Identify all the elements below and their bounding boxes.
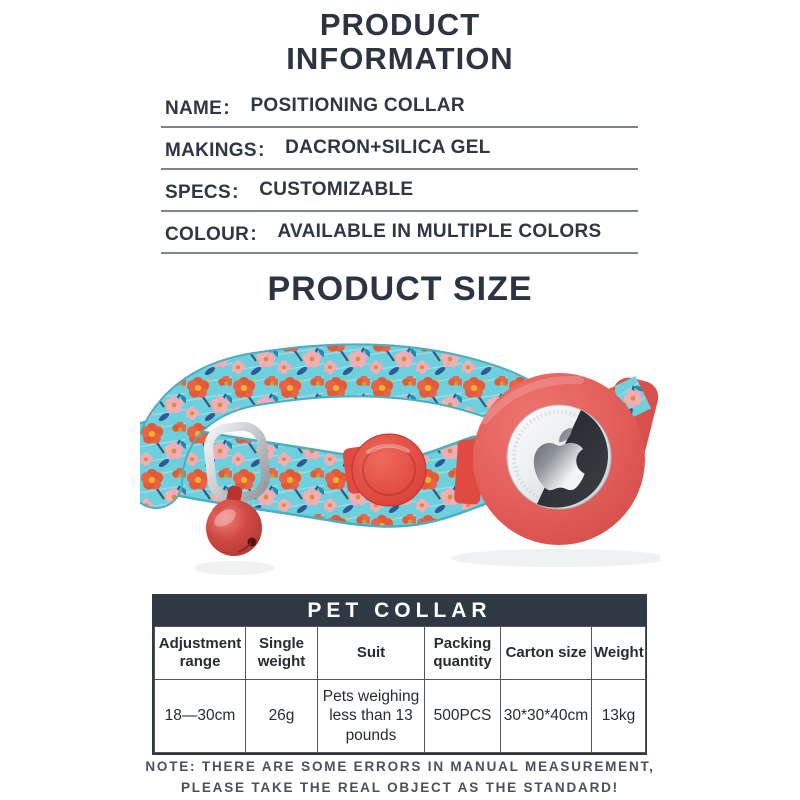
measurement-note-line2: PLEASE TAKE THE REAL OBJECT AS THE STANDARD! bbox=[181, 780, 619, 795]
col-adjustment-range: Adjustment range bbox=[155, 627, 246, 680]
info-value-name: POSITIONING COLLAR bbox=[250, 95, 465, 116]
cell-packing-quantity: 500PCS bbox=[425, 680, 501, 753]
product-info-list bbox=[161, 86, 638, 254]
info-label-colour: COLOUR： bbox=[165, 223, 269, 245]
page-title-line2: INFORMATION bbox=[286, 41, 514, 76]
info-label-specs: SPECS： bbox=[165, 181, 251, 203]
cell-carton-size: 30*30*40cm bbox=[501, 680, 592, 753]
info-label-makings: MAKINGS： bbox=[165, 139, 277, 161]
info-row-name bbox=[161, 86, 638, 128]
product-shadow bbox=[194, 549, 660, 575]
measurement-note bbox=[0, 756, 800, 798]
info-row-specs bbox=[161, 170, 638, 212]
col-suit: Suit bbox=[318, 627, 425, 680]
info-label-name: NAME： bbox=[165, 97, 242, 119]
measurement-note-line1: NOTE: THERE ARE SOME ERRORS IN MANUAL MEASUREMENT, bbox=[145, 759, 655, 774]
info-row-colour bbox=[161, 212, 638, 254]
spec-table-title: PET COLLAR bbox=[154, 596, 645, 626]
cell-weight: 13kg bbox=[592, 680, 646, 753]
spec-header-row bbox=[155, 627, 646, 680]
col-weight: Weight bbox=[592, 627, 646, 680]
col-carton-size: Carton size bbox=[501, 627, 592, 680]
product-size-title: PRODUCT SIZE bbox=[267, 270, 533, 308]
cell-single-weight: 26g bbox=[246, 680, 318, 753]
cell-suit: Pets weighing less than 13 pounds bbox=[318, 680, 425, 753]
product-photo bbox=[140, 330, 660, 588]
spec-table bbox=[152, 594, 647, 755]
page-title bbox=[0, 8, 800, 76]
info-row-makings bbox=[161, 128, 638, 170]
spec-value-row bbox=[155, 680, 646, 753]
airtag bbox=[507, 405, 611, 509]
info-value-makings: DACRON+SILICA GEL bbox=[285, 137, 491, 158]
cell-adjustment-range: 18—30cm bbox=[155, 680, 246, 753]
col-single-weight: Single weight bbox=[246, 627, 318, 680]
info-value-specs: CUSTOMIZABLE bbox=[259, 179, 414, 200]
collar-strap-lower bbox=[152, 455, 480, 493]
page-title-line1: PRODUCT bbox=[319, 7, 481, 42]
info-value-colour: AVAILABLE IN MULTIPLE COLORS bbox=[277, 221, 602, 242]
col-packing-quantity: Packing quantity bbox=[425, 627, 501, 680]
